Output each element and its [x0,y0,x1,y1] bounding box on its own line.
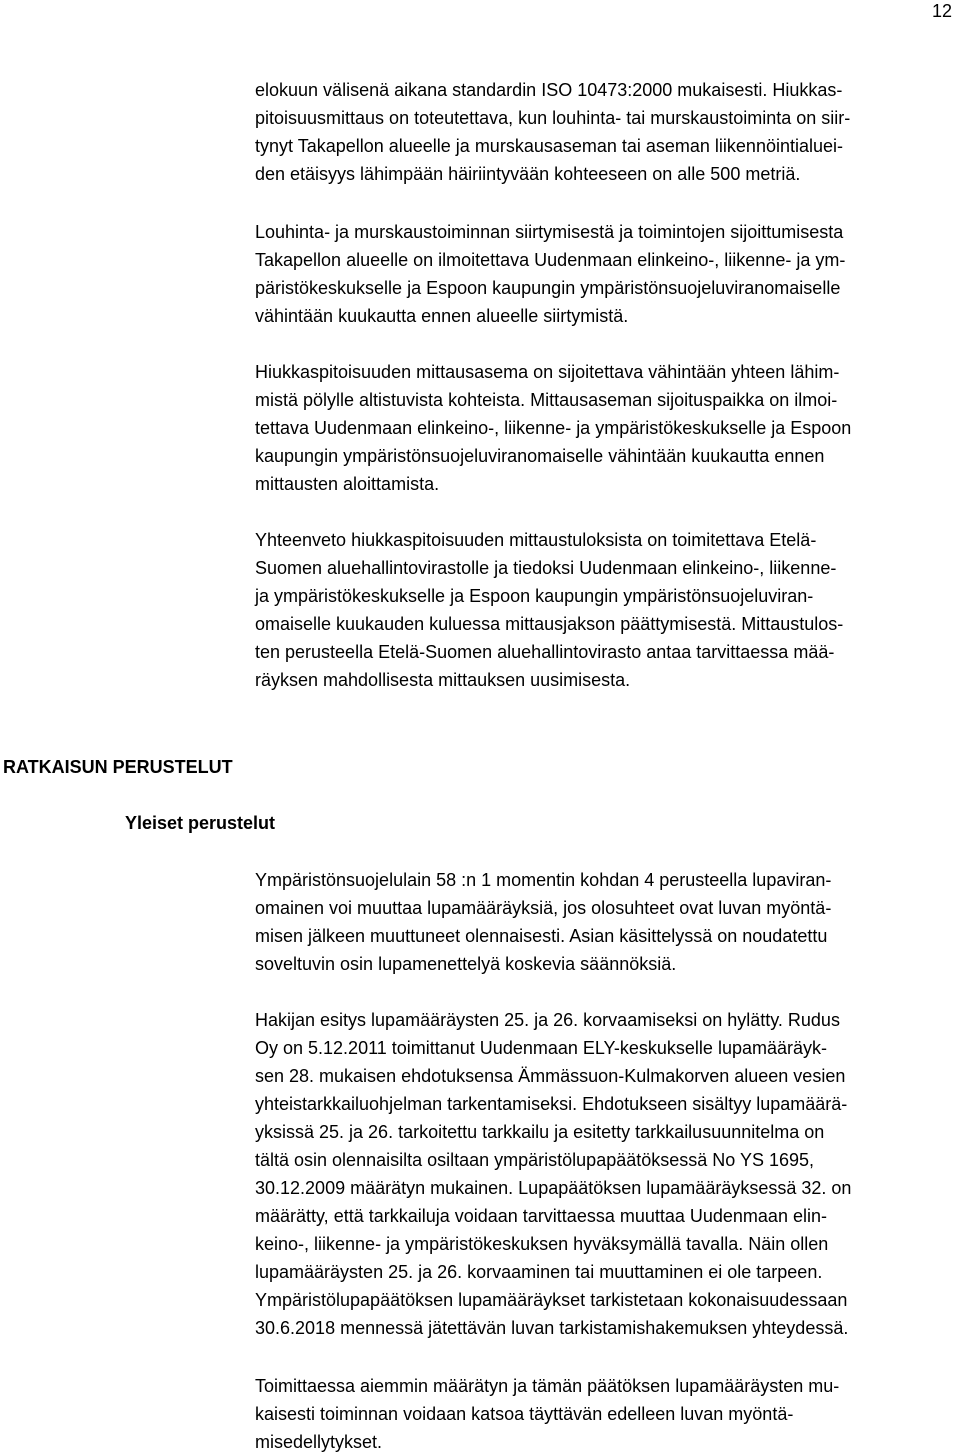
section-heading: RATKAISUN PERUSTELUT [3,757,233,777]
paragraph-yhteenveto: Yhteenveto hiukkaspitoisuuden mittaustuloksista on toimitettava Etelä- Suomen aluehallintovirastolle ja tiedoksi Uudenmaan elinkeino-, liikenne- ja ympäristökeskukselle ja Espoon kaupungin ympäristönsuojeluviran- omaiselle kuukauden kuluessa mittausjakson päättymisestä. Mittaustulos- ten perusteella Etelä-Suomen aluehallintovirasto antaa tarvittaessa mää- räyksen mahdollisesta mittauksen uusimisesta. [255,530,844,690]
paragraph-ympäristönsuojelulaki: Ympäristönsuojelulain 58 :n 1 momentin kohdan 4 perusteella lupaviran- omainen voi muuttaa lupamääräyksiä, jos olosuhteet ovat luvan myöntä- misen jälkeen muuttuneet olennaisesti. Asian käsittelyssä on noudatettu soveltuvin osin lupamenettelyä koskevia säännöksiä. [255,870,832,974]
page-number: 12 [931,1,952,21]
paragraph-toimittaessa: Toimittaessa aiemmin määrätyn ja tämän päätöksen lupamääräysten mu- kaisesti toiminnan voidaan katsoa täyttävän edelleen luvan myöntä- misedellytykset. [255,1376,840,1452]
sub-heading: Yleiset perustelut [125,813,276,833]
paragraph-siirtymisen-ilmoitus: Louhinta- ja murskaustoiminnan siirtymisestä ja toimintojen sijoittumisesta Takapellon alueelle on ilmoitettava Uudenmaan elinkeino-, liikenne- ja ym- päristökeskukselle ja Espoon kaupungin ympäristönsuojeluviranomaiselle vähintään kuukautta ennen alueelle siirtymistä. [255,222,846,326]
paragraph-hakijan-esitys: Hakijan esitys lupamääräysten 25. ja 26. korvaamiseksi on hylätty. Rudus Oy on 5.12.2011 toimittanut Uudenmaan ELY-keskukselle lupamääräyk- sen 28. mukaisen ehdotuksensa Ämmässuon-Kulmakorven alueen vesien yhteistarkkailuohjelman tarkentamiseksi. Ehdotukseen sisältyy lupamäärä- yksissä 25. ja 26. tarkoitettu tarkkailu ja esitetty tarkkailusuunnitelma on tältä osin olennaisilta osiltaan ympäristölupapäätöksessä No YS 1695, 30.12.2009 määrätyn mukainen. Lupapäätöksen lupamääräyksessä 32. on määrätty, että tarkkailuja voidaan tarvittaessa muuttaa Uudenmaan elin- keino-, liikenne- ja ympäristökeskuksen hyväksymällä tavalla. Näin ollen lupamääräysten 25. ja 26. korvaaminen tai muuttaminen ei ole tarpeen. Ympäristölupapäätöksen lupamääräykset tarkistetaan kokonaisuudessaan 30.6.2018 mennessä jätettävän luvan tarkistamishakemuksen yhteydessä. [255,1010,852,1338]
paragraph-mittausasema: Hiukkaspitoisuuden mittausasema on sijoitettava vähintään yhteen lähim- mistä pölylle altistuvista kohteista. Mittausaseman sijoituspaikka on ilmoi- tettava Uudenmaan elinkeino-, liikenne- ja ympäristökeskukselle ja Espoon kaupungin ympäristönsuojeluviranomaiselle vähintään kuukautta ennen mittausten aloittamista. [255,362,852,494]
paragraph-hiukkaspitoisuusmittaus: elokuun välisenä aikana standardin ISO 10473:2000 mukaisesti. Hiukkas- pitoisuusmittaus on toteutettava, kun louhinta- tai murskaustoiminta on siir- tynyt Takapellon alueelle ja murskausaseman tai aseman liikennöintialuei- den etäisyys lähimpään häiriintyvään kohteeseen on alle 500 metriä. [255,80,851,184]
